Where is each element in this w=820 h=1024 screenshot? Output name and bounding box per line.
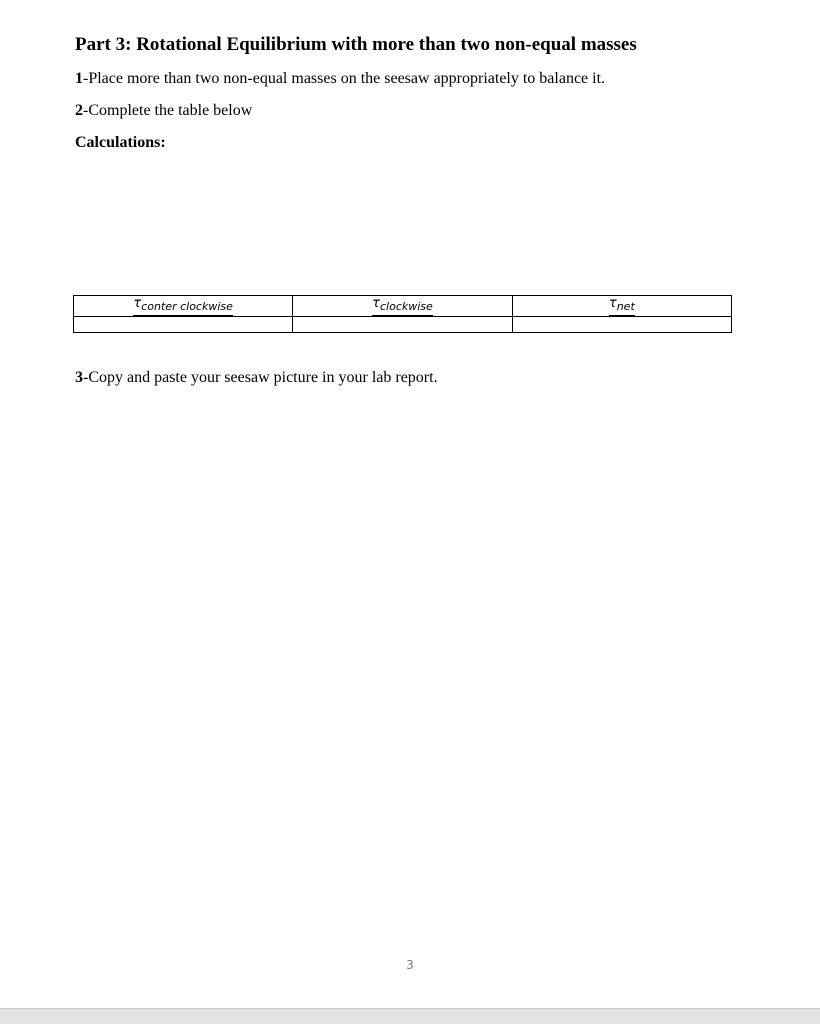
viewer-bottom-bar (0, 1008, 820, 1024)
tau-symbol: τ (608, 296, 617, 311)
header-clockwise-sub: clockwise (380, 300, 433, 313)
header-net-sub: net (616, 300, 635, 313)
step-3-text: -Copy and paste your seesaw picture in your lab report. (83, 369, 438, 386)
tau-symbol: τ (372, 296, 380, 311)
step-3 (75, 369, 438, 387)
step-2-text: -Complete the table below (83, 102, 253, 119)
step-3-number: 3 (75, 369, 83, 386)
step-1-text: -Place more than two non-equal masses on the seesaw appropriately to balance it. (83, 70, 606, 87)
step-1-number: 1 (75, 70, 83, 87)
cell-clockwise-value[interactable] (293, 317, 512, 333)
page-number: 3 (406, 958, 414, 972)
section-heading: Part 3: Rotational Equilibrium with more than two non-equal masses (75, 34, 637, 55)
cell-counter-clockwise-value[interactable] (74, 317, 293, 333)
header-net (512, 296, 731, 317)
step-2 (75, 102, 252, 120)
torque-table-row (74, 317, 732, 333)
header-counter-clockwise-sub: conter clockwise (141, 300, 233, 313)
torque-table-header-row (74, 296, 732, 317)
torque-table (73, 295, 732, 333)
header-counter-clockwise (74, 296, 293, 317)
step-1 (75, 70, 605, 88)
tau-symbol: τ (133, 296, 142, 311)
cell-net-value[interactable] (512, 317, 731, 333)
calculations-label: Calculations: (75, 134, 166, 151)
header-clockwise (293, 296, 512, 317)
step-2-number: 2 (75, 102, 83, 119)
